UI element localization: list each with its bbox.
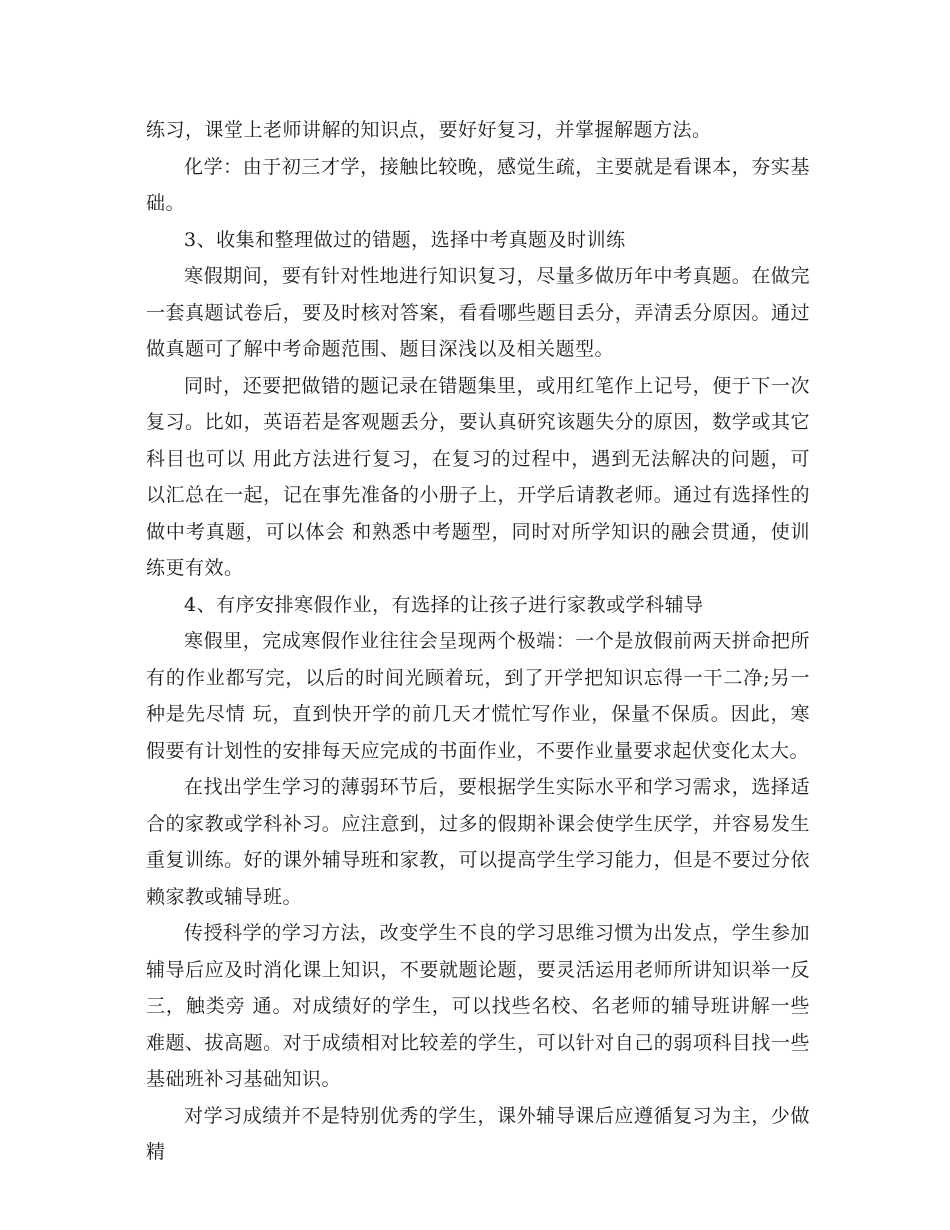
document-body xyxy=(146,112,810,1171)
paragraph-8: 传授科学的学习方法，改变学生不良的学习思维习惯为出发点，学生参加辅导后应及时消化课上知识，不要就题论题，要灵活运用老师所讲知识举一反三，触类旁 通。对成绩好的学生，可以找些名校、名老师的辅导班讲解一些难题、拔高题。对于成绩相对比较差的学生，可以针对自己的弱项科目找一些基础班补习基础知识。 xyxy=(146,922,810,1090)
paragraph-9: 对学习成绩并不是特别优秀的学生，课外辅导课后应遵循复习为主，少做精 xyxy=(146,1104,810,1163)
section-heading-3: 3、收集和整理做过的错题，选择中考真题及时训练 xyxy=(184,228,626,251)
paragraph-3: 寒假期间，要有针对性地进行知识复习，尽量多做历年中考真题。在做完一套真题试卷后，要及时核对答案，看看哪些题目丢分，弄清丢分原因。通过做真题可了解中考命题范围、题目深浅以及相关题型。 xyxy=(146,265,810,360)
paragraph-7: 在找出学生学习的薄弱环节后，要根据学生实际水平和学习需求，选择适合的家教或学科补习。应注意到，过多的假期补课会使学生厌学，并容易发生重复训练。好的课外辅导班和家教，可以提高学生学习能力，但是不要过分依赖家教或辅导班。 xyxy=(146,776,810,908)
paragraph-0: 练习，课堂上老师讲解的知识点，要好好复习，并掌握解题方法。 xyxy=(146,119,712,141)
paragraph-1: 化学：由于初三才学，接触比较晚，感觉生疏，主要就是看课本，夯实基础。 xyxy=(146,155,810,214)
paragraph-4: 同时，还要把做错的题记录在错题集里，或用红笔作上记号，便于下一次复习。比如，英语若是客观题丢分，要认真研究该题失分的原因，数学或其它科目也可以 用此方法进行复习，在复习的过程中，遇到无法解决的问题，可以汇总在一起，记在事先准备的小册子上，开学后请教老师。通过有选择性的做中考真题，可以体会 和熟悉中考题型，同时对所学知识的融会贯通，使训练更有效。 xyxy=(146,374,810,579)
paragraph-6: 寒假里，完成寒假作业往往会呈现两个极端：一个是放假前两天拼命把所有的作业都写完，以后的时间光顾着玩，到了开学把知识忘得一干二净;另一种是先尽情 玩，直到快开学的前几天才慌忙写作业，保量不保质。因此，寒假要有计划性的安排每天应完成的书面作业，不要作业量要求起伏变化太大。 xyxy=(146,630,810,762)
section-heading-4: 4、有序安排寒假作业，有选择的让孩子进行家教或学科辅导 xyxy=(184,593,704,616)
